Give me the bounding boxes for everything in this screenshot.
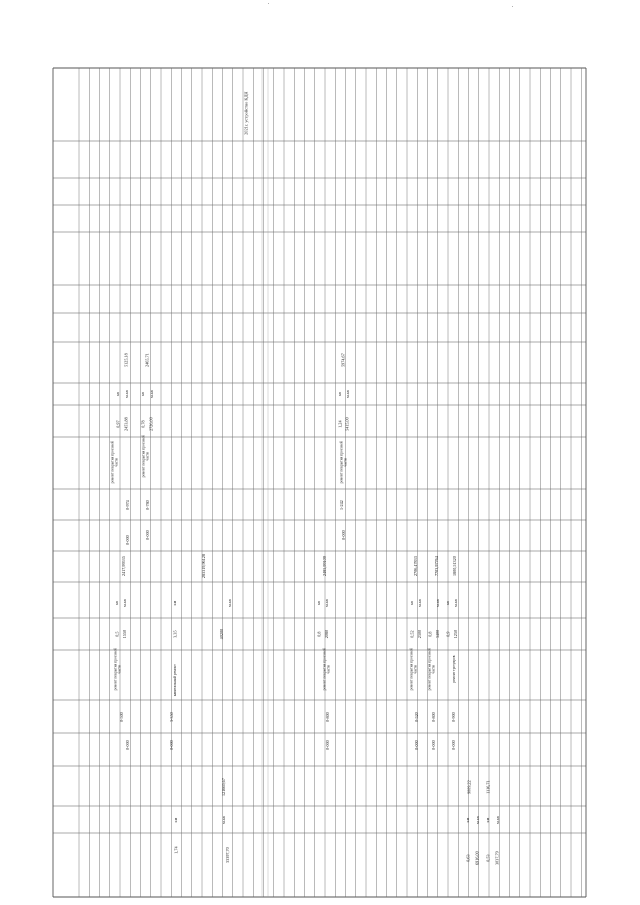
table-cell: кв	[408, 601, 414, 606]
table-cell: м.кв	[226, 599, 232, 607]
table-cell: 3-350	[168, 712, 174, 722]
table-cell: 0,5	[114, 631, 120, 637]
table-cell: 1116,71	[485, 780, 491, 794]
table-cell: 1,24	[337, 420, 343, 428]
table-cell: 0-000	[168, 740, 174, 750]
table-cell: 6916,00	[474, 851, 480, 865]
table-cell: м.кв	[220, 816, 226, 824]
table-cell: 121669,67	[220, 778, 226, 796]
table-cell: 0,9	[445, 631, 451, 637]
table-cell: 0-000	[144, 530, 150, 540]
table-cell: кв	[114, 392, 120, 397]
table-cell: 0,78	[140, 420, 146, 428]
table-cell: 1800,51320	[451, 556, 457, 577]
table-cell: 0,53	[485, 854, 491, 862]
table-cell: 2465,71	[144, 353, 150, 367]
table-cell: 2726,00	[148, 417, 154, 431]
margin-note: 2021г. устройство КДН	[243, 91, 249, 135]
table-cell: 0-974	[124, 500, 130, 510]
table-cell: 0,8	[316, 631, 322, 637]
table-cell: 9009,22	[466, 780, 472, 794]
table-cell: 0-800	[324, 712, 330, 722]
table-cell: кв	[444, 601, 450, 606]
table-cell: км	[171, 600, 177, 606]
table-cell: м.кв	[474, 816, 480, 824]
table-cell: 2453,88	[123, 417, 129, 431]
table-cell: 0-000	[430, 740, 436, 750]
table-cell: кв	[315, 601, 321, 606]
table-cell: ремонт покрытия проезжей части	[113, 647, 122, 690]
table-cell: 1-242	[338, 500, 344, 510]
table-cell: ремонт покрытия проезжей части	[110, 440, 119, 483]
table-cell: 2417,99535	[120, 556, 126, 577]
table-cell: 3037,79	[494, 851, 500, 865]
table-cell: м.кв	[344, 390, 350, 398]
table-cell: 0-000	[124, 740, 130, 750]
table-cell: 0,97	[115, 420, 121, 428]
table-cell: 3400	[435, 629, 441, 639]
table-cell: 3,35	[172, 630, 178, 638]
table-cell: м.кв	[323, 599, 329, 607]
table-cell: м.кв	[452, 599, 458, 607]
table-cell: м.кв	[494, 816, 500, 824]
table-cell: капитальный ремонт	[172, 664, 177, 697]
table-cell: ремонт покрытия проезжей части	[141, 434, 150, 477]
table-cell: 1,74	[173, 846, 179, 854]
table-cell: 2706,47833	[412, 556, 418, 577]
table-cell: км	[464, 817, 470, 823]
table-cell: ремонт покрытия проезжей части	[427, 647, 436, 690]
table-cell: 1250	[453, 629, 459, 639]
table-cell: 0,52	[409, 630, 415, 638]
table-cell: 2080	[324, 629, 330, 639]
table-cell: 0-000	[124, 535, 130, 545]
table-cell: км	[484, 817, 490, 823]
table-cell: ремонт покрытия проезжей части	[409, 647, 418, 690]
table-cell: м.кв	[148, 390, 154, 398]
table-cell: км	[172, 817, 178, 823]
table-cell: 33397,70	[224, 847, 230, 863]
table-cell: ремонт покрытия проезжей части	[322, 647, 331, 690]
table-cell: кв	[139, 392, 145, 397]
table-cell: 1550	[122, 629, 128, 639]
table-cell: м.кв	[123, 390, 129, 398]
scan-smudge	[268, 3, 269, 4]
table-cell: м.кв	[434, 599, 440, 607]
table-cell: 0-000	[413, 740, 419, 750]
table-cell: ремонт покрытия проезжей части	[339, 440, 348, 483]
table-cell: кв	[113, 601, 119, 606]
table-cell: 0-000	[340, 530, 346, 540]
table-cell: 2485,99109	[321, 556, 327, 577]
table-cell: ремонт тротуаров	[451, 655, 456, 683]
table-cell: 2300	[417, 629, 423, 639]
table-cell: 0-000	[450, 740, 456, 750]
table-cell: 5125,18	[123, 353, 129, 367]
table-cell: кв	[336, 392, 342, 397]
table-cell: 0-900	[450, 712, 456, 722]
table-cell: 0-000	[324, 740, 330, 750]
table-cell: м.кв	[121, 599, 127, 607]
table-cell: м.кв	[416, 599, 422, 607]
table-cell: 7703,97764	[433, 556, 439, 577]
table-cell: 0-800	[430, 712, 436, 722]
table-cell: 283319,96128	[200, 554, 206, 579]
table-cell: 5415,00	[344, 417, 350, 431]
table-cell: 0-520	[413, 712, 419, 722]
table-cell: 0,63	[465, 854, 471, 862]
table-cell: 40200	[219, 628, 225, 640]
table-cell: 0-500	[118, 712, 124, 722]
table-cell: 0,8	[427, 631, 433, 637]
scan-smudge	[512, 6, 513, 7]
table-cell: 5974,67	[340, 353, 346, 367]
table-cell: 0-780	[144, 500, 150, 510]
